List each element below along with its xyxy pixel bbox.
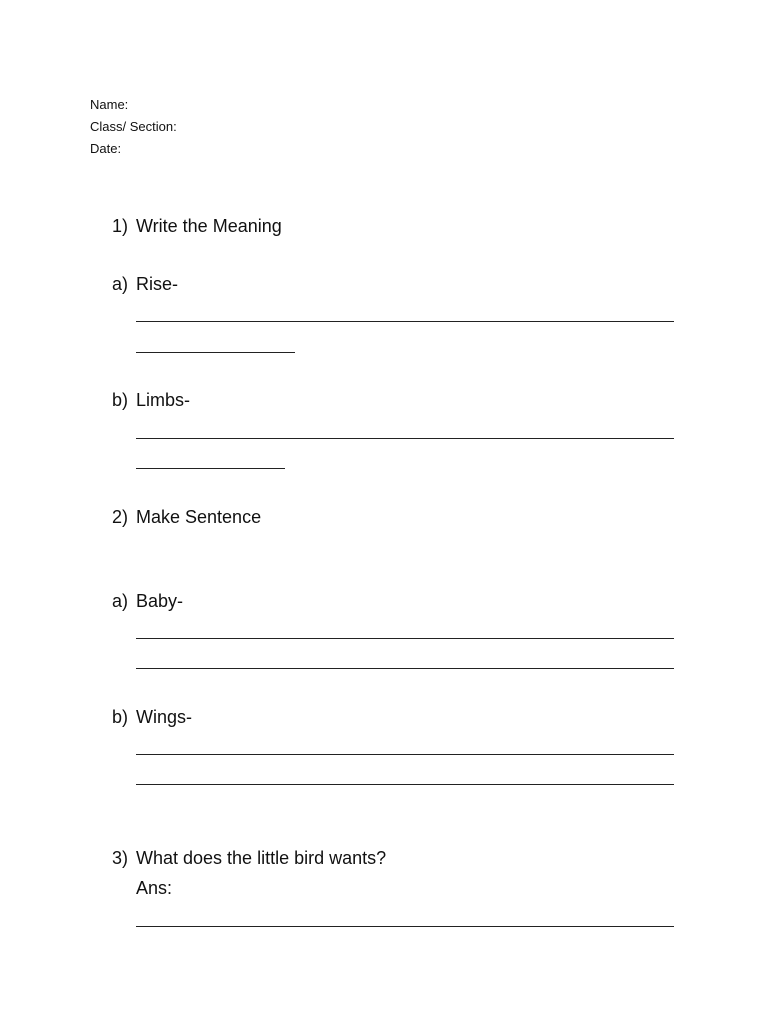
question-1b-label: Limbs- xyxy=(136,390,191,410)
question-1b-marker: b) xyxy=(112,390,129,410)
answer-line[interactable] xyxy=(136,926,674,927)
question-2b-marker: b) xyxy=(112,707,129,727)
name-label: Name: xyxy=(90,97,129,112)
student-info-header xyxy=(90,94,177,160)
answer-line[interactable] xyxy=(136,784,674,785)
question-3-title: What does the little bird wants? xyxy=(136,848,387,868)
question-1-number: 1) xyxy=(112,216,129,236)
question-2a-marker: a) xyxy=(112,591,129,611)
answer-line[interactable] xyxy=(136,321,674,322)
answer-line[interactable] xyxy=(136,754,674,755)
question-2-number: 2) xyxy=(112,507,129,527)
answer-line[interactable] xyxy=(136,438,674,439)
question-1-title: Write the Meaning xyxy=(136,216,282,236)
question-1a-label: Rise- xyxy=(136,274,179,294)
answer-line[interactable] xyxy=(136,468,285,469)
question-3-number: 3) xyxy=(112,848,129,868)
answer-label: Ans: xyxy=(136,878,173,898)
answer-line[interactable] xyxy=(136,638,674,639)
question-2b-label: Wings- xyxy=(136,707,193,727)
answer-line[interactable] xyxy=(136,352,295,353)
question-2a-label: Baby- xyxy=(136,591,184,611)
question-1a-marker: a) xyxy=(112,274,129,294)
class-section-label: Class/ Section: xyxy=(90,119,177,134)
answer-line[interactable] xyxy=(136,668,674,669)
question-2-title: Make Sentence xyxy=(136,507,262,527)
date-label: Date: xyxy=(90,141,122,156)
